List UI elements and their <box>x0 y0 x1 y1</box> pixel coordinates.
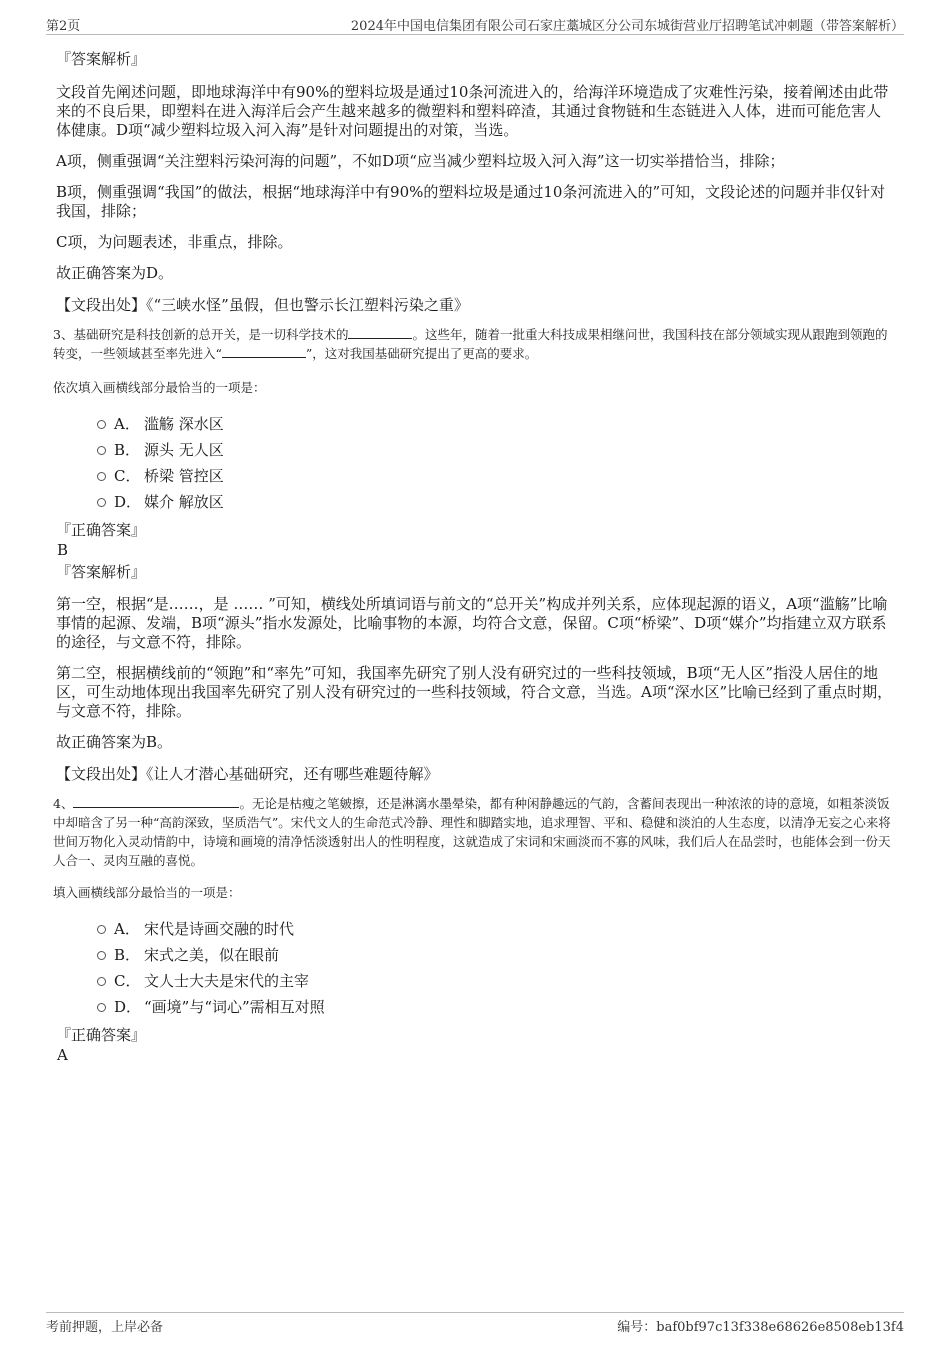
radio-icon[interactable] <box>97 420 106 429</box>
question-3-stem: 3、基础研究是科技创新的总开关，是一切科学技术的 。这些年，随着一批重大科技成果相继问世，我国科技在部分领域实现从跟跑到领跑的转变，一些领域甚至率先进入“ ”，这对我国基础研究提出了更高的要求。 <box>53 327 888 361</box>
passage-source: 【文段出处】《“三峡水怪”虽假，但也警示长江塑料污染之重》 <box>56 296 469 314</box>
correct-answer-label: 『正确答案』 <box>56 1026 147 1044</box>
option-c[interactable]: C． 桥梁 管控区 <box>56 463 894 489</box>
question-3-prompt: 依次填入画横线部分最恰当的一项是： <box>53 380 266 395</box>
analysis-paragraph: 故正确答案为D。 <box>56 264 174 282</box>
radio-icon[interactable] <box>97 472 106 481</box>
radio-icon[interactable] <box>97 977 106 986</box>
option-d[interactable]: D． “画境”与“词心”需相互对照 <box>56 994 894 1020</box>
page-number: 第2页 <box>46 19 81 34</box>
question-4-options <box>56 916 894 1020</box>
analysis-label: 『答案解析』 <box>56 563 147 581</box>
footer-slogan: 考前押题，上岸必备 <box>46 1320 164 1335</box>
analysis-paragraph: 文段首先阐述问题，即地球海洋中有90%的塑料垃圾是通过10条河流进入的，给海洋环境造成了灾难性污染，接着阐述由此带来的不良后果，即塑料在进入海洋后会产生越来越多的微塑料和塑料碎渣，其通过食物链和生态链进入人体，进而可能危害人体健康。D项“减少塑料垃圾入河入海”是针对问题提出的对策，当选。 <box>56 83 889 139</box>
radio-icon[interactable] <box>97 498 106 507</box>
radio-icon[interactable] <box>97 925 106 934</box>
option-a[interactable]: A． 滥觞 深水区 <box>56 411 894 437</box>
correct-answer: A <box>57 1046 68 1064</box>
analysis-paragraph: 第二空，根据横线前的“领跑”和“率先”可知，我国率先研究了别人没有研究过的一些科技领域，B项“无人区”指没人居住的地区，可生动地体现出我国率先研究了别人没有研究过的一些科技领域，符合文意，当选。A项“深水区”比喻已经到了重点时期，与文意不符，排除。 <box>56 664 893 720</box>
analysis-paragraph: C项，为问题表述，非重点，排除。 <box>56 233 293 251</box>
analysis-paragraph: 第一空，根据“是……，是 …… ”可知，横线处所填词语与前文的“总开关”构成并列关系，应体现起源的语义，A项“滥觞”比喻事情的起源、发端，B项“源头”指水发源处，比喻事物的本源，均符合文意，保留。C项“桥梁”、D项“媒介”均指建立双方联系的途径，与文意不符，排除。 <box>56 595 888 651</box>
question-4-stem: 4、 。无论是枯瘦之笔皴擦，还是淋漓水墨晕染，都有种闲静趣远的气韵，含蓄间表现出一种浓浓的诗的意境，如粗茶淡饭中却暗含了另一种“高韵深致，坚质浩气”。宋代文人的生命范式冷静、理性和脚踏实地，追求理智、平和、稳健和淡泊的人生态度，以清净无妄之心来将世间万物化入灵动情韵中，诗境和画境的清净恬淡透射出人的性明程度，这就造成了宋词和宋画淡而不寡的风味，我们后人在品尝时，也能体会到一份天人合一、灵肉互融的喜悦。 <box>53 796 891 868</box>
question-4-prompt: 填入画横线部分最恰当的一项是： <box>53 885 241 900</box>
question-3-options <box>56 411 894 515</box>
option-b[interactable]: B． 源头 无人区 <box>56 437 894 463</box>
document-id: 编号：baf0bf97c13f338e68626e8508eb13f4 <box>617 1320 904 1335</box>
analysis-paragraph: A项，侧重强调“关注塑料污染河海的问题”，不如D项“应当减少塑料垃圾入河入海”这一切实举措恰当，排除； <box>56 152 785 170</box>
page-header <box>46 14 904 35</box>
option-b[interactable]: B． 宋式之美，似在眼前 <box>56 942 894 968</box>
fill-blank <box>73 794 239 808</box>
fill-blank <box>348 325 412 339</box>
radio-icon[interactable] <box>97 951 106 960</box>
analysis-paragraph: B项，侧重强调“我国”的做法，根据“地球海洋中有90%的塑料垃圾是通过10条河流进入的”可知，文段论述的问题并非仅针对我国，排除； <box>56 183 886 220</box>
radio-icon[interactable] <box>97 1003 106 1012</box>
page-footer <box>46 1312 904 1335</box>
correct-answer-label: 『正确答案』 <box>56 521 147 539</box>
passage-source: 【文段出处】《让人才潜心基础研究，还有哪些难题待解》 <box>56 765 439 783</box>
radio-icon[interactable] <box>97 446 106 455</box>
main-content <box>53 44 894 1064</box>
fill-blank <box>222 344 306 358</box>
option-c[interactable]: C． 文人士大夫是宋代的主宰 <box>56 968 894 994</box>
analysis-paragraph: 故正确答案为B。 <box>56 733 173 751</box>
correct-answer: B <box>57 541 69 559</box>
analysis-label: 『答案解析』 <box>56 50 147 68</box>
document-title: 2024年中国电信集团有限公司石家庄藁城区分公司东城街营业厅招聘笔试冲刺题（带答案解析） <box>350 19 904 34</box>
option-a[interactable]: A． 宋代是诗画交融的时代 <box>56 916 894 942</box>
option-d[interactable]: D． 媒介 解放区 <box>56 489 894 515</box>
